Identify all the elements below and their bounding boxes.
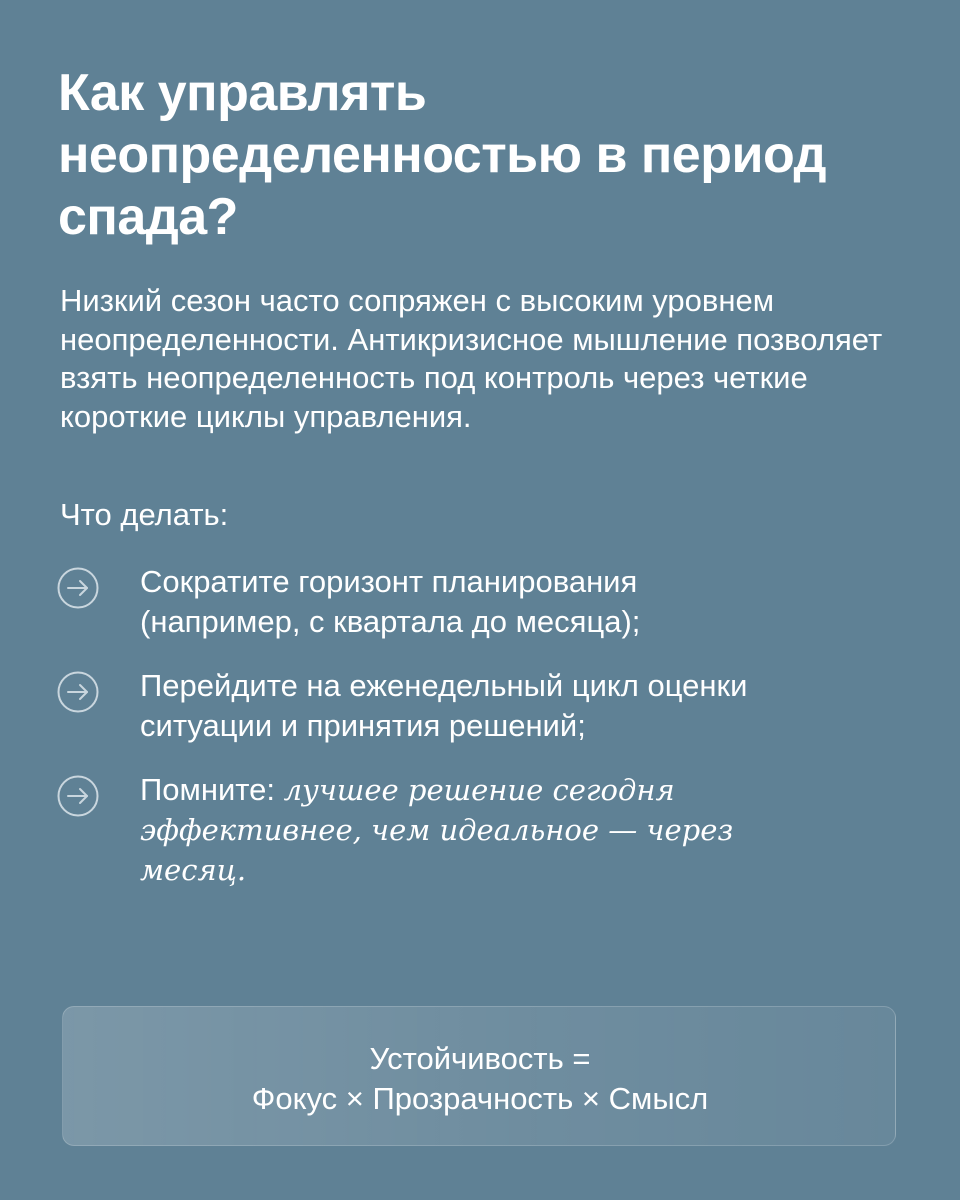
arrow-right-circle-icon <box>56 774 100 818</box>
list-item-line: ситуации и принятия решений; <box>140 708 586 743</box>
todo-heading: Что делать: <box>60 497 229 532</box>
list-item-emphasis: месяц. <box>140 853 247 887</box>
list-item-line: (например, с квартала до месяца); <box>140 604 641 639</box>
list-item-line <box>140 770 900 810</box>
arrow-right-circle-icon <box>56 670 100 714</box>
list-item-lead: Помните: <box>140 772 284 807</box>
intro-paragraph: Низкий сезон часто сопряжен с высоким уровнем неопределенности. Антикризисное мышление позволяет взять неопределенность под контроль через четкие короткие циклы управления. <box>60 283 883 434</box>
list-item-emphasis: эффективнее, чем идеальное — через <box>140 813 734 847</box>
formula-line: Фокус × Прозрачность × Смысл <box>251 1081 709 1116</box>
list-item-line: Сократите горизонт планирования <box>140 564 638 599</box>
list-item-text <box>140 770 900 890</box>
formula-line: Устойчивость = <box>369 1041 591 1076</box>
formula-card <box>62 1006 896 1146</box>
list-item-text <box>140 666 900 746</box>
list-item-emphasis: лучшее решение сегодня <box>283 773 675 807</box>
page-title: Как управлять неопределенностью в период спада? <box>58 64 827 246</box>
list-item-text <box>140 562 900 642</box>
list-item-line: Перейдите на еженедельный цикл оценки <box>140 668 748 703</box>
arrow-right-circle-icon <box>56 566 100 610</box>
